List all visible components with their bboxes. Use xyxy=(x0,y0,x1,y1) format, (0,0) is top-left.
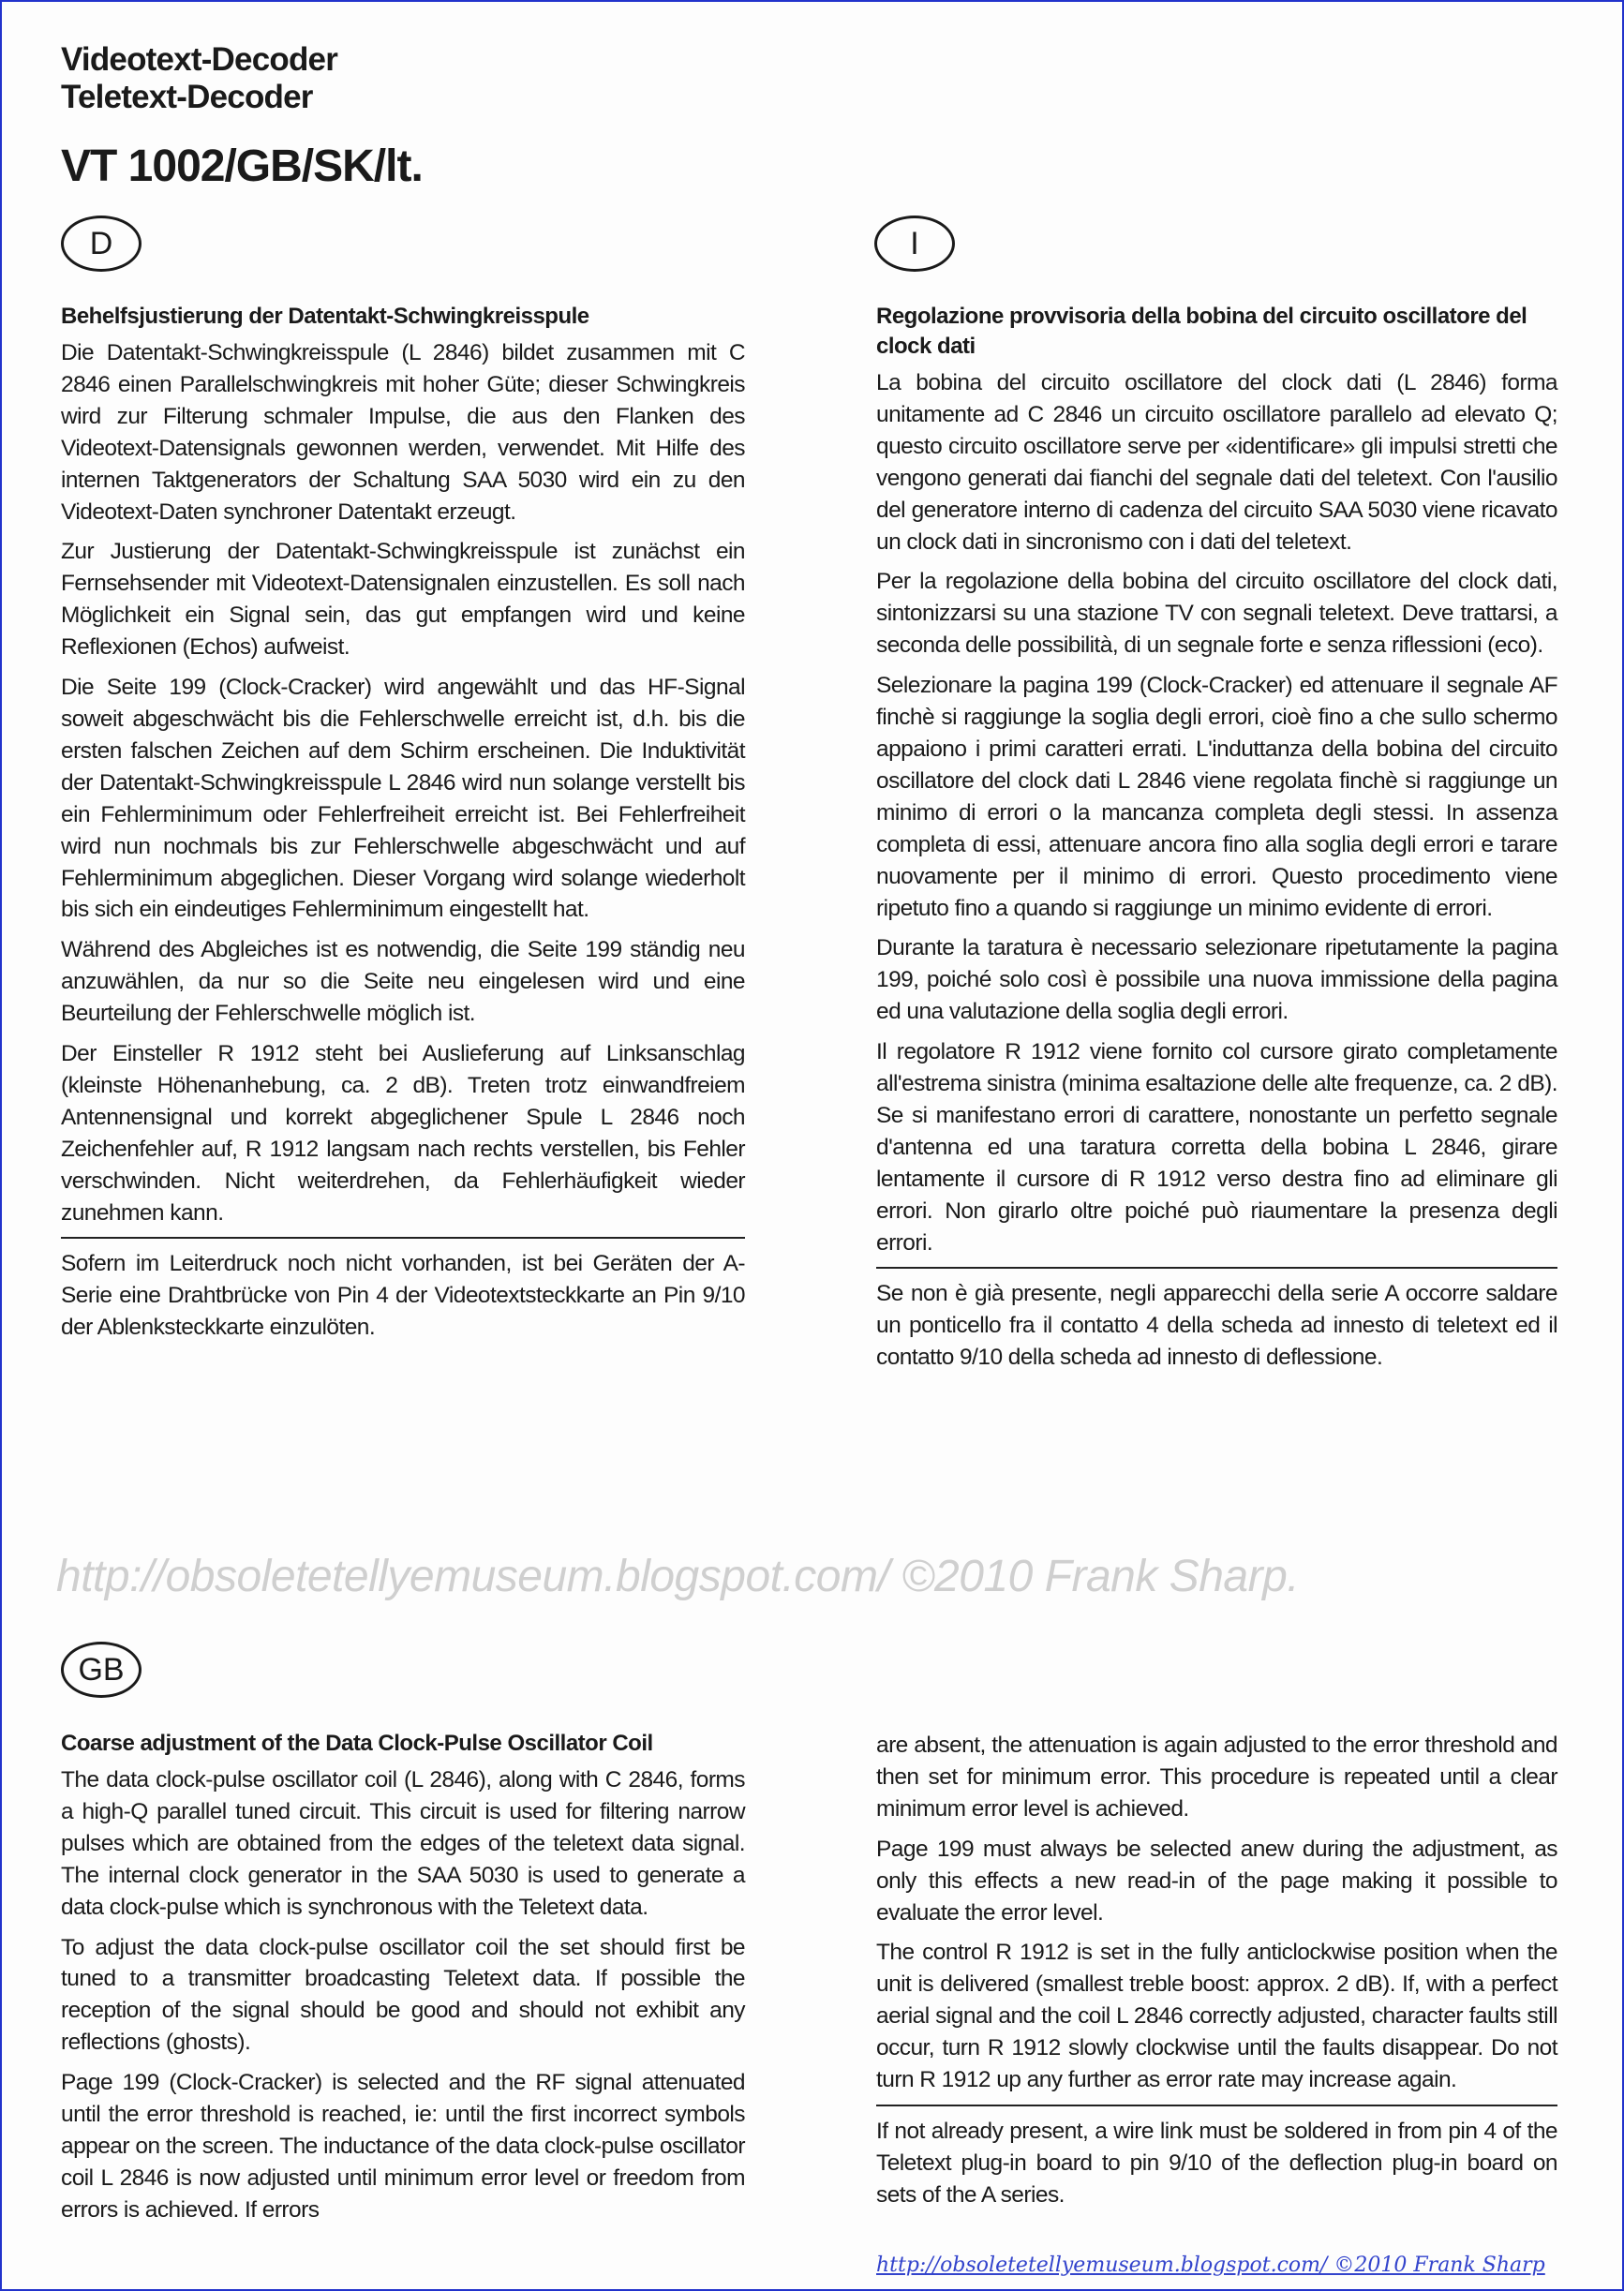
language-badge-it: I xyxy=(874,216,955,272)
paragraph: Durante la taratura è necessario selezionare ripetutamente la pagina 199, poiché solo così è possibile una nuova immissione della pagina ed una valutazione della soglia degli errori. xyxy=(876,935,1557,1025)
paragraph: The control R 1912 is set in the fully anticlockwise position when the unit is delivered (smallest treble boost: approx. 2 dB). If, with a perfect aerial signal and the coil L 2846 correctly adjusted, character faults still occur, turn R 1912 slowly clockwise until the faults disappear. Do not turn R 1912 up any further as error rate may increase again. xyxy=(876,1940,1557,2093)
note: If not already present, a wire link must be soldered in from pin 4 of the Teletext plug-in board to pin 9/10 of the deflection plug-in board on sets of the A series. xyxy=(876,2118,1557,2208)
italian-section xyxy=(876,302,1557,1382)
paragraph: The data clock-pulse oscillator coil (L 2846), along with C 2846, forms a high-Q parallel tuned circuit. This circuit is used for filtering narrow pulses which are obtained from the edges of the teletext data signal. The internal clock generator in the SAA 5030 is used to generate a data clock-pulse which is synchronous with the Teletext data. xyxy=(61,1767,745,1920)
title-teletext: Teletext-Decoder xyxy=(61,79,313,115)
paragraph: Die Seite 199 (Clock-Cracker) wird angewählt und das HF-Signal soweit abgeschwächt bis die Fehlerschwelle erreicht ist, d.h. bis die ersten falschen Zeichen auf dem Schirm erscheinen. Die Induktivität der Datentakt-Schwingkreisspule L 2846 wird nun solange verstellt bis ein Fehlerminimum oder Fehlerfreiheit erreicht ist. Bei Fehlerfreiheit wird nun nochmals bis zur Fehlerschwelle abgeschwächt und auf Fehlerminimum abgeglichen. Dieser Vorgang wird solange wiederholt bis sich ein eindeutiges Fehlerminimum eingestellt hat. xyxy=(61,675,745,923)
paragraph: Per la regolazione della bobina del circuito oscillatore del clock dati, sintonizzarsi su una stazione TV con segnali teletext. Deve trattarsi, a seconda delle possibilità, di un segnale forte e senza riflessioni (eco). xyxy=(876,569,1557,659)
divider xyxy=(876,2105,1557,2106)
german-section xyxy=(61,302,745,1352)
paragraph: Der Einsteller R 1912 steht bei Auslieferung auf Linksanschlag (kleinste Höhenanhebung, ca. 2 dB). Treten trotz einwandfreiem Antennensignal und korrekt abgeglichener Spule L 2846 noch Zeichenfehler auf, R 1912 langsam nach rechts verstellen, bis Fehler verschwinden. Nicht weiterdrehen, da Fehlerhäufigkeit wieder zunehmen kann. xyxy=(61,1041,745,1226)
footer-blog-link[interactable]: http://obsoletetellyemuseum.blogspot.com/ ©2010 Frank Sharp xyxy=(876,2254,1545,2277)
paragraph: Page 199 must always be selected anew during the adjustment, as only this effects a new read-in of the page making it possible to evaluate the error level. xyxy=(876,1836,1557,1926)
note: Se non è già presente, negli apparecchi della serie A occorre saldare un ponticello fra il contatto 4 della scheda ad innesto di teletext ed il contatto 9/10 della scheda ad innesto di deflessione. xyxy=(876,1281,1557,1371)
paragraph: Page 199 (Clock-Cracker) is selected and the RF signal attenuated until the error threshold is reached, ie: until the first incorrect symbols appear on the screen. The inductance of the data clock-pulse oscillator coil L 2846 is now adjusted until minimum error level or freedom from errors is achieved. If errors xyxy=(61,2070,745,2223)
language-badge-de: D xyxy=(61,216,142,272)
german-heading: Behelfsjustierung der Datentakt-Schwingkreisspule xyxy=(61,304,589,329)
paragraph: La bobina del circuito oscillatore del clock dati (L 2846) forma unitamente ad C 2846 un circuito oscillatore parallelo ad elevato Q; questo circuito oscillatore serve per «identificare» gli impulsi stretti che vengono generati dai fianchi del segnale dati del teletext. Con l'ausilio del generatore interno di cadenza del circuito SAA 5030 viene ricavato un clock dati in sincronismo con i dati del teletext. xyxy=(876,370,1557,555)
paragraph: Während des Abgleiches ist es notwendig, die Seite 199 ständig neu anzuwählen, da nur so die Seite neu eingelesen wird und eine Beurteilung der Fehlerschwelle möglich ist. xyxy=(61,937,745,1027)
title-videotext: Videotext-Decoder xyxy=(61,41,338,78)
watermark: http://obsoletetellyemuseum.blogspot.com/ ©2010 Frank Sharp. xyxy=(56,1552,1300,1601)
divider xyxy=(61,1237,745,1239)
english-heading: Coarse adjustment of the Data Clock-Pulse Oscillator Coil xyxy=(61,1731,653,1756)
paragraph: Die Datentakt-Schwingkreisspule (L 2846) bildet zusammen mit C 2846 einen Parallelschwingkreis mit hoher Güte; dieser Schwingkreis wird zur Filterung schmaler Impulse, die aus den Flanken des Videotext-Datensignals gewonnen werden, verwendet. Mit Hilfe des internen Taktgenerators der Schaltung SAA 5030 wird ein zu den Videotext-Daten synchroner Datentakt erzeugt. xyxy=(61,340,745,525)
language-badge-gb: GB xyxy=(61,1642,142,1698)
paragraph: Il regolatore R 1912 viene fornito col cursore girato completamente all'estrema sinistra (minima esaltazione delle alte frequenze, ca. 2 dB). Se si manifestano errori di carattere, nonostante un perfetto segnale d'antenna ed una taratura corretta della bobina L 2846, girare lentamente il cursore di R 1912 verso destra fino ad eliminare gli errori. Non girarlo oltre poiché può riaumentare la presenza degli errori. xyxy=(876,1039,1557,1256)
model-title: VT 1002/GB/SK/lt. xyxy=(61,141,423,191)
note: Sofern im Leiterdruck noch nicht vorhanden, ist bei Geräten der A-Serie eine Drahtbrücke von Pin 4 der Videotextsteckkarte an Pin 9/10 der Ablenksteckkarte einzulöten. xyxy=(61,1251,745,1341)
divider xyxy=(876,1267,1557,1269)
english-section-left xyxy=(61,1729,745,2235)
paragraph: Selezionare la pagina 199 (Clock-Cracker) ed attenuare il segnale AF finchè si raggiunge la soglia degli errori, cioè fino a che sullo schermo appaiono i primi caratteri errati. L'induttanza della bobina del circuito oscillatore del clock dati L 2846 viene regolata finchè si raggiunge un minimo di errori o la mancanza completa degli stessi. In assenza completa di essi, attenuare ancora fino alla soglia degli errori e tarare nuovamente per il minimo di errori. Questo procedimento viene ripetuto fino a quando si raggiunge un minimo evidente di errori. xyxy=(876,673,1557,921)
italian-heading: Regolazione provvisoria della bobina del circuito oscillatore del clock dati xyxy=(876,304,1527,359)
paragraph: are absent, the attenuation is again adjusted to the error threshold and then set for minimum error. This procedure is repeated until a clear minimum error level is achieved. xyxy=(876,1733,1557,1822)
english-section-right xyxy=(876,1730,1557,2220)
paragraph: Zur Justierung der Datentakt-Schwingkreisspule ist zunächst ein Fernsehsender mit Videotext-Datensignalen einzustellen. Es soll nach Möglichkeit ein Signal sein, das gut empfangen wird und keine Reflexionen (Echos) aufweist. xyxy=(61,539,745,661)
paragraph: To adjust the data clock-pulse oscillator coil the set should first be tuned to a transmitter broadcasting Teletext data. If possible the reception of the signal should be good and should not exhibit any reflections (ghosts). xyxy=(61,1934,745,2056)
